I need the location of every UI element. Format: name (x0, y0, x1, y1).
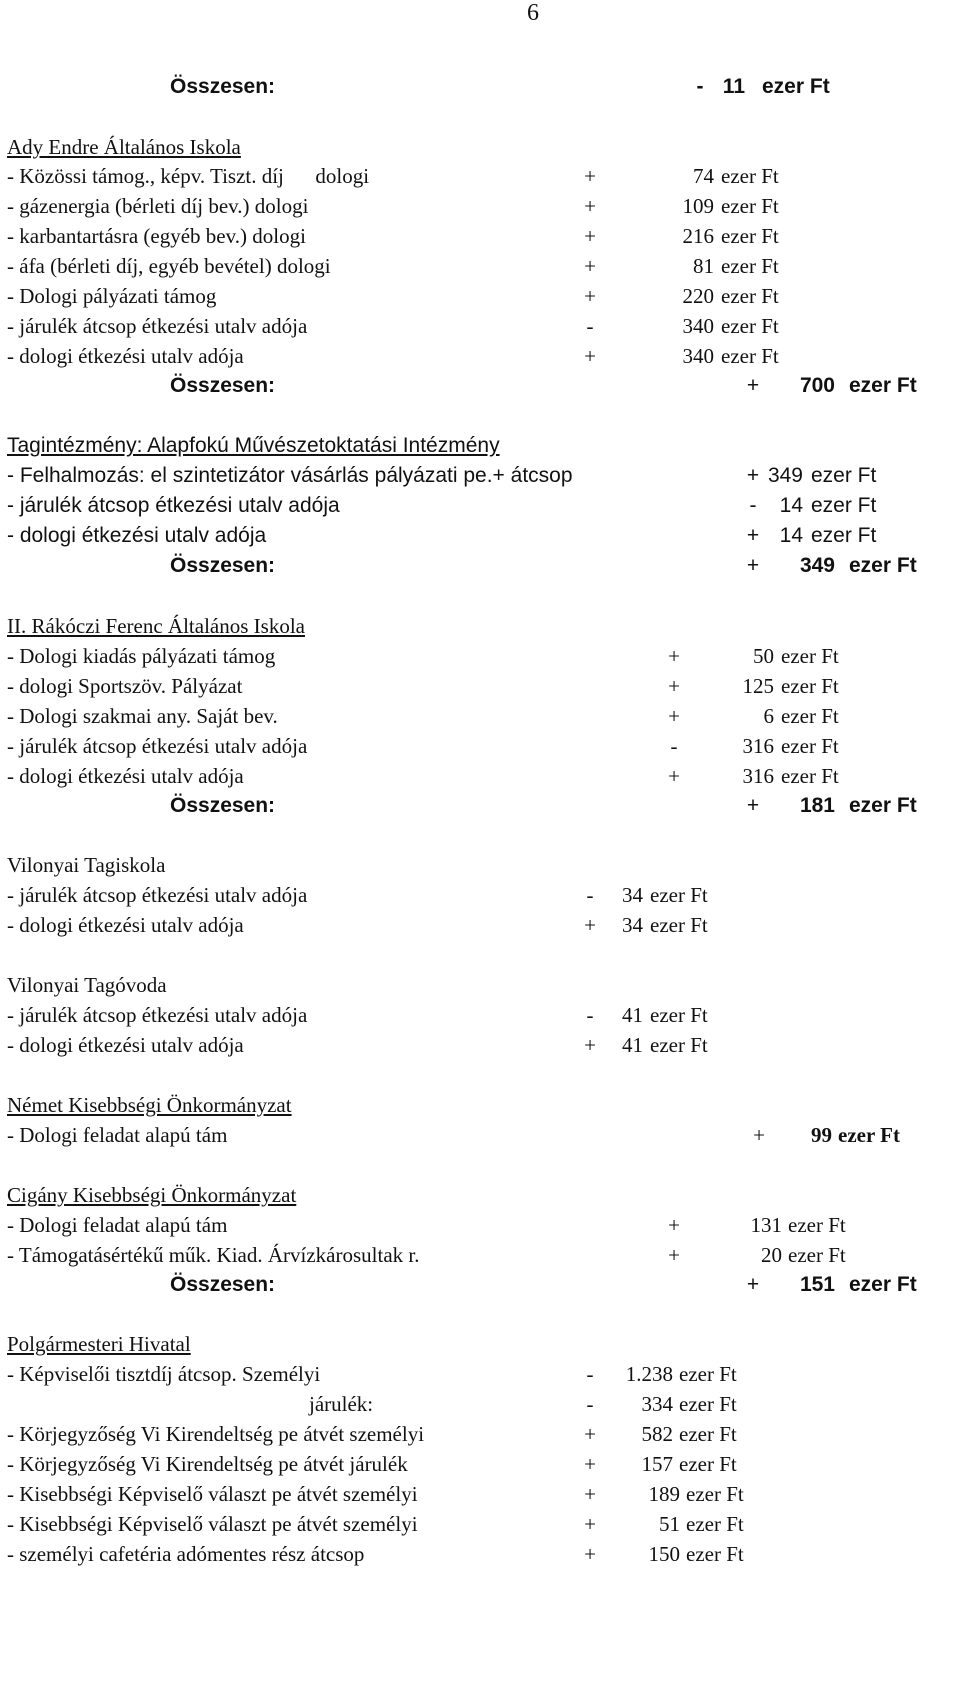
item-amount: 349 (767, 464, 803, 487)
line-item (0, 1539, 960, 1569)
item-label: - Képviselői tisztdíj átcsop. Személyi (7, 1362, 321, 1386)
item-sign: + (584, 1422, 596, 1446)
total-amount: 700 (799, 374, 835, 397)
item-amount: 316 (742, 734, 774, 758)
item-unit: ezer Ft (679, 1362, 737, 1386)
item-sign: - (586, 1003, 594, 1027)
total-row (0, 72, 960, 102)
item-unit: ezer Ft (650, 883, 708, 907)
item-amount: 51 (659, 1512, 680, 1536)
item-sign: + (584, 1452, 596, 1476)
item-sign: - (670, 734, 678, 758)
item-amount: 81 (693, 254, 714, 278)
line-item (0, 1030, 960, 1060)
item-amount: 14 (779, 494, 803, 517)
item-unit: ezer Ft (721, 254, 779, 278)
section-title: Tagintézmény: Alapfokú Művészetoktatási Intézmény (7, 434, 500, 457)
item-sign: + (668, 644, 680, 668)
item-unit: ezer Ft (650, 1033, 708, 1057)
item-unit: ezer Ft (686, 1482, 744, 1506)
item-amount: 220 (682, 284, 714, 308)
item-label: - dologi étkezési utalv adója (7, 344, 244, 368)
line-item (0, 341, 960, 371)
item-amount: 316 (742, 764, 774, 788)
section-title-row (0, 132, 960, 162)
item-label: - dologi étkezési utalv adója (7, 913, 244, 937)
item-label: - dologi étkezési utalv adója (7, 764, 244, 788)
item-label: - áfa (bérleti díj, egyéb bevétel) dologi (7, 254, 331, 278)
item-unit: ezer Ft (838, 1123, 900, 1147)
section-title: Német Kisebbségi Önkormányzat (7, 1093, 292, 1117)
item-sign: + (668, 674, 680, 698)
item-unit: ezer Ft (781, 734, 839, 758)
item-amount: 6 (763, 704, 774, 728)
item-sign: + (668, 1243, 680, 1267)
item-amount: 340 (682, 344, 714, 368)
line-item (0, 1359, 960, 1389)
item-sign: + (584, 1033, 596, 1057)
item-amount: 34 (622, 883, 643, 907)
item-unit: ezer Ft (788, 1243, 846, 1267)
item-label: - járulék átcsop étkezési utalv adója (7, 1003, 308, 1027)
item-sign: + (668, 1213, 680, 1237)
item-unit: ezer Ft (721, 284, 779, 308)
item-amount: 74 (693, 164, 714, 188)
line-item (0, 731, 960, 761)
item-sign: + (584, 344, 596, 368)
line-item (0, 161, 960, 191)
item-label: - karbantartásra (egyéb bev.) dologi (7, 224, 306, 248)
line-item (0, 1449, 960, 1479)
section-title-row (0, 970, 960, 1000)
line-item (0, 311, 960, 341)
line-item (0, 701, 960, 731)
total-amount: 11 (722, 75, 745, 98)
line-item (0, 221, 960, 251)
line-item (0, 1419, 960, 1449)
item-label: - Kisebbségi Képviselő választ pe átvét személyi (7, 1512, 418, 1536)
section-title-row (0, 1180, 960, 1210)
line-item (0, 1000, 960, 1030)
section-title-row (0, 611, 960, 641)
line-item (0, 491, 960, 521)
item-sign: + (584, 224, 596, 248)
total-label: Összesen: (170, 554, 276, 577)
item-amount: 125 (742, 674, 774, 698)
line-item (0, 671, 960, 701)
total-label: Összesen: (170, 75, 276, 98)
item-unit: ezer Ft (811, 524, 877, 547)
total-sign: + (746, 374, 760, 397)
item-unit: ezer Ft (721, 194, 779, 218)
line-item (0, 191, 960, 221)
item-unit: ezer Ft (781, 644, 839, 668)
item-label: - dologi Sportszöv. Pályázat (7, 674, 243, 698)
total-unit: ezer Ft (849, 1273, 917, 1296)
item-label: - Kisebbségi Képviselő választ pe átvét személyi (7, 1482, 418, 1506)
item-label: - járulék átcsop étkezési utalv adója (7, 494, 340, 517)
line-item (0, 1389, 960, 1419)
item-sign: + (584, 1542, 596, 1566)
item-unit: ezer Ft (721, 164, 779, 188)
line-item (0, 1509, 960, 1539)
item-amount: 99 (811, 1123, 832, 1147)
section-title-row (0, 850, 960, 880)
item-unit: ezer Ft (650, 913, 708, 937)
total-amount: 151 (799, 1273, 835, 1296)
page-number: 6 (527, 0, 539, 26)
section-title: Ady Endre Általános Iskola (7, 135, 241, 159)
item-unit: ezer Ft (721, 314, 779, 338)
section-title-row (0, 1329, 960, 1359)
section-title-row (0, 431, 960, 461)
line-item (0, 1120, 960, 1150)
item-sign: + (584, 284, 596, 308)
item-unit: ezer Ft (811, 494, 877, 517)
item-amount: 334 (641, 1392, 673, 1416)
item-label: - Dologi pályázati támog (7, 284, 217, 308)
section-title: II. Rákóczi Ferenc Általános Iskola (7, 614, 305, 638)
item-sign: - (586, 1362, 594, 1386)
item-sign: + (746, 524, 760, 547)
item-sign: + (584, 1512, 596, 1536)
total-amount: 349 (799, 554, 835, 577)
total-unit: ezer Ft (762, 75, 830, 98)
item-unit: ezer Ft (679, 1422, 737, 1446)
line-item (0, 521, 960, 551)
item-unit: ezer Ft (679, 1452, 737, 1476)
total-row (0, 791, 960, 821)
section-title: Vilonyai Tagiskola (7, 853, 166, 877)
item-unit: ezer Ft (781, 764, 839, 788)
item-unit: ezer Ft (811, 464, 877, 487)
item-sign: - (586, 1392, 594, 1416)
item-amount: 150 (648, 1542, 680, 1566)
total-row (0, 371, 960, 401)
item-amount: 109 (682, 194, 714, 218)
item-amount: 41 (622, 1033, 643, 1057)
item-amount: 1.238 (625, 1362, 673, 1386)
line-item (0, 281, 960, 311)
item-amount: 157 (641, 1452, 673, 1476)
item-amount: 340 (682, 314, 714, 338)
item-sign: + (668, 764, 680, 788)
line-item (0, 1240, 960, 1270)
item-unit: ezer Ft (721, 344, 779, 368)
item-unit: ezer Ft (781, 674, 839, 698)
line-item (0, 761, 960, 791)
total-label: Összesen: (170, 794, 276, 817)
item-amount: 14 (779, 524, 803, 547)
item-label: - Közössi támog., képv. Tiszt. díj dologi (7, 164, 370, 188)
item-amount: 41 (622, 1003, 643, 1027)
item-sign: + (584, 164, 596, 188)
total-row (0, 1270, 960, 1300)
item-label: - Dologi kiadás pályázati támog (7, 644, 276, 668)
item-amount: 50 (753, 644, 774, 668)
item-unit: ezer Ft (686, 1542, 744, 1566)
item-sign: + (584, 1482, 596, 1506)
item-label: - dologi étkezési utalv adója (7, 524, 267, 547)
item-unit: ezer Ft (650, 1003, 708, 1027)
item-label: - járulék átcsop étkezési utalv adója (7, 314, 308, 338)
item-amount: 582 (641, 1422, 673, 1446)
total-row (0, 551, 960, 581)
item-label: - Felhalmozás: el szintetizátor vásárlás pályázati pe.+ átcsop (7, 464, 573, 487)
line-item (0, 1210, 960, 1240)
line-item (0, 880, 960, 910)
item-unit: ezer Ft (788, 1213, 846, 1237)
item-sign: + (584, 194, 596, 218)
item-sign: - (749, 494, 757, 517)
total-unit: ezer Ft (849, 794, 917, 817)
total-label: Összesen: (170, 374, 276, 397)
total-sign: + (746, 554, 760, 577)
item-unit: ezer Ft (686, 1512, 744, 1536)
item-label: - Dologi feladat alapú tám (7, 1213, 228, 1237)
total-unit: ezer Ft (849, 554, 917, 577)
item-unit: ezer Ft (781, 704, 839, 728)
item-label: - Körjegyzőség Vi Kirendeltség pe átvét személyi (7, 1422, 425, 1446)
item-sign: - (586, 883, 594, 907)
item-amount: 216 (682, 224, 714, 248)
section-title: Vilonyai Tagóvoda (7, 973, 167, 997)
item-sign: + (668, 704, 680, 728)
total-label: Összesen: (170, 1273, 276, 1296)
total-unit: ezer Ft (849, 374, 917, 397)
item-sign: + (753, 1123, 765, 1147)
line-item (0, 461, 960, 491)
item-label: - személyi cafetéria adómentes rész átcsop (7, 1542, 365, 1566)
item-label: - dologi étkezési utalv adója (7, 1033, 244, 1057)
total-amount: 181 (799, 794, 835, 817)
item-label: - Körjegyzőség Vi Kirendeltség pe átvét járulék (7, 1452, 408, 1476)
line-item (0, 251, 960, 281)
section-title: Cigány Kisebbségi Önkormányzat (7, 1183, 297, 1207)
line-item (0, 910, 960, 940)
item-sign: + (584, 913, 596, 937)
item-label: - járulék átcsop étkezési utalv adója (7, 883, 308, 907)
item-unit: ezer Ft (721, 224, 779, 248)
total-sign: + (746, 1273, 760, 1296)
line-item (0, 641, 960, 671)
item-amount: 131 (750, 1213, 782, 1237)
item-amount: 20 (761, 1243, 782, 1267)
item-label: - Dologi szakmai any. Saját bev. (7, 704, 278, 728)
item-amount: 34 (622, 913, 643, 937)
total-sign: + (746, 794, 760, 817)
section-title-row (0, 1090, 960, 1120)
item-label: - Támogatásértékű műk. Kiad. Árvízkárosultak r. (7, 1243, 420, 1267)
item-sign: - (586, 314, 594, 338)
item-sign: + (746, 464, 760, 487)
total-sign: - (696, 75, 704, 98)
item-label: járulék: (309, 1392, 374, 1416)
item-label: - gázenergia (bérleti díj bev.) dologi (7, 194, 309, 218)
item-unit: ezer Ft (679, 1392, 737, 1416)
item-label: - járulék átcsop étkezési utalv adója (7, 734, 308, 758)
item-sign: + (584, 254, 596, 278)
item-label: - Dologi feladat alapú tám (7, 1123, 228, 1147)
line-item (0, 1479, 960, 1509)
item-amount: 189 (648, 1482, 680, 1506)
section-title: Polgármesteri Hivatal (7, 1332, 191, 1356)
